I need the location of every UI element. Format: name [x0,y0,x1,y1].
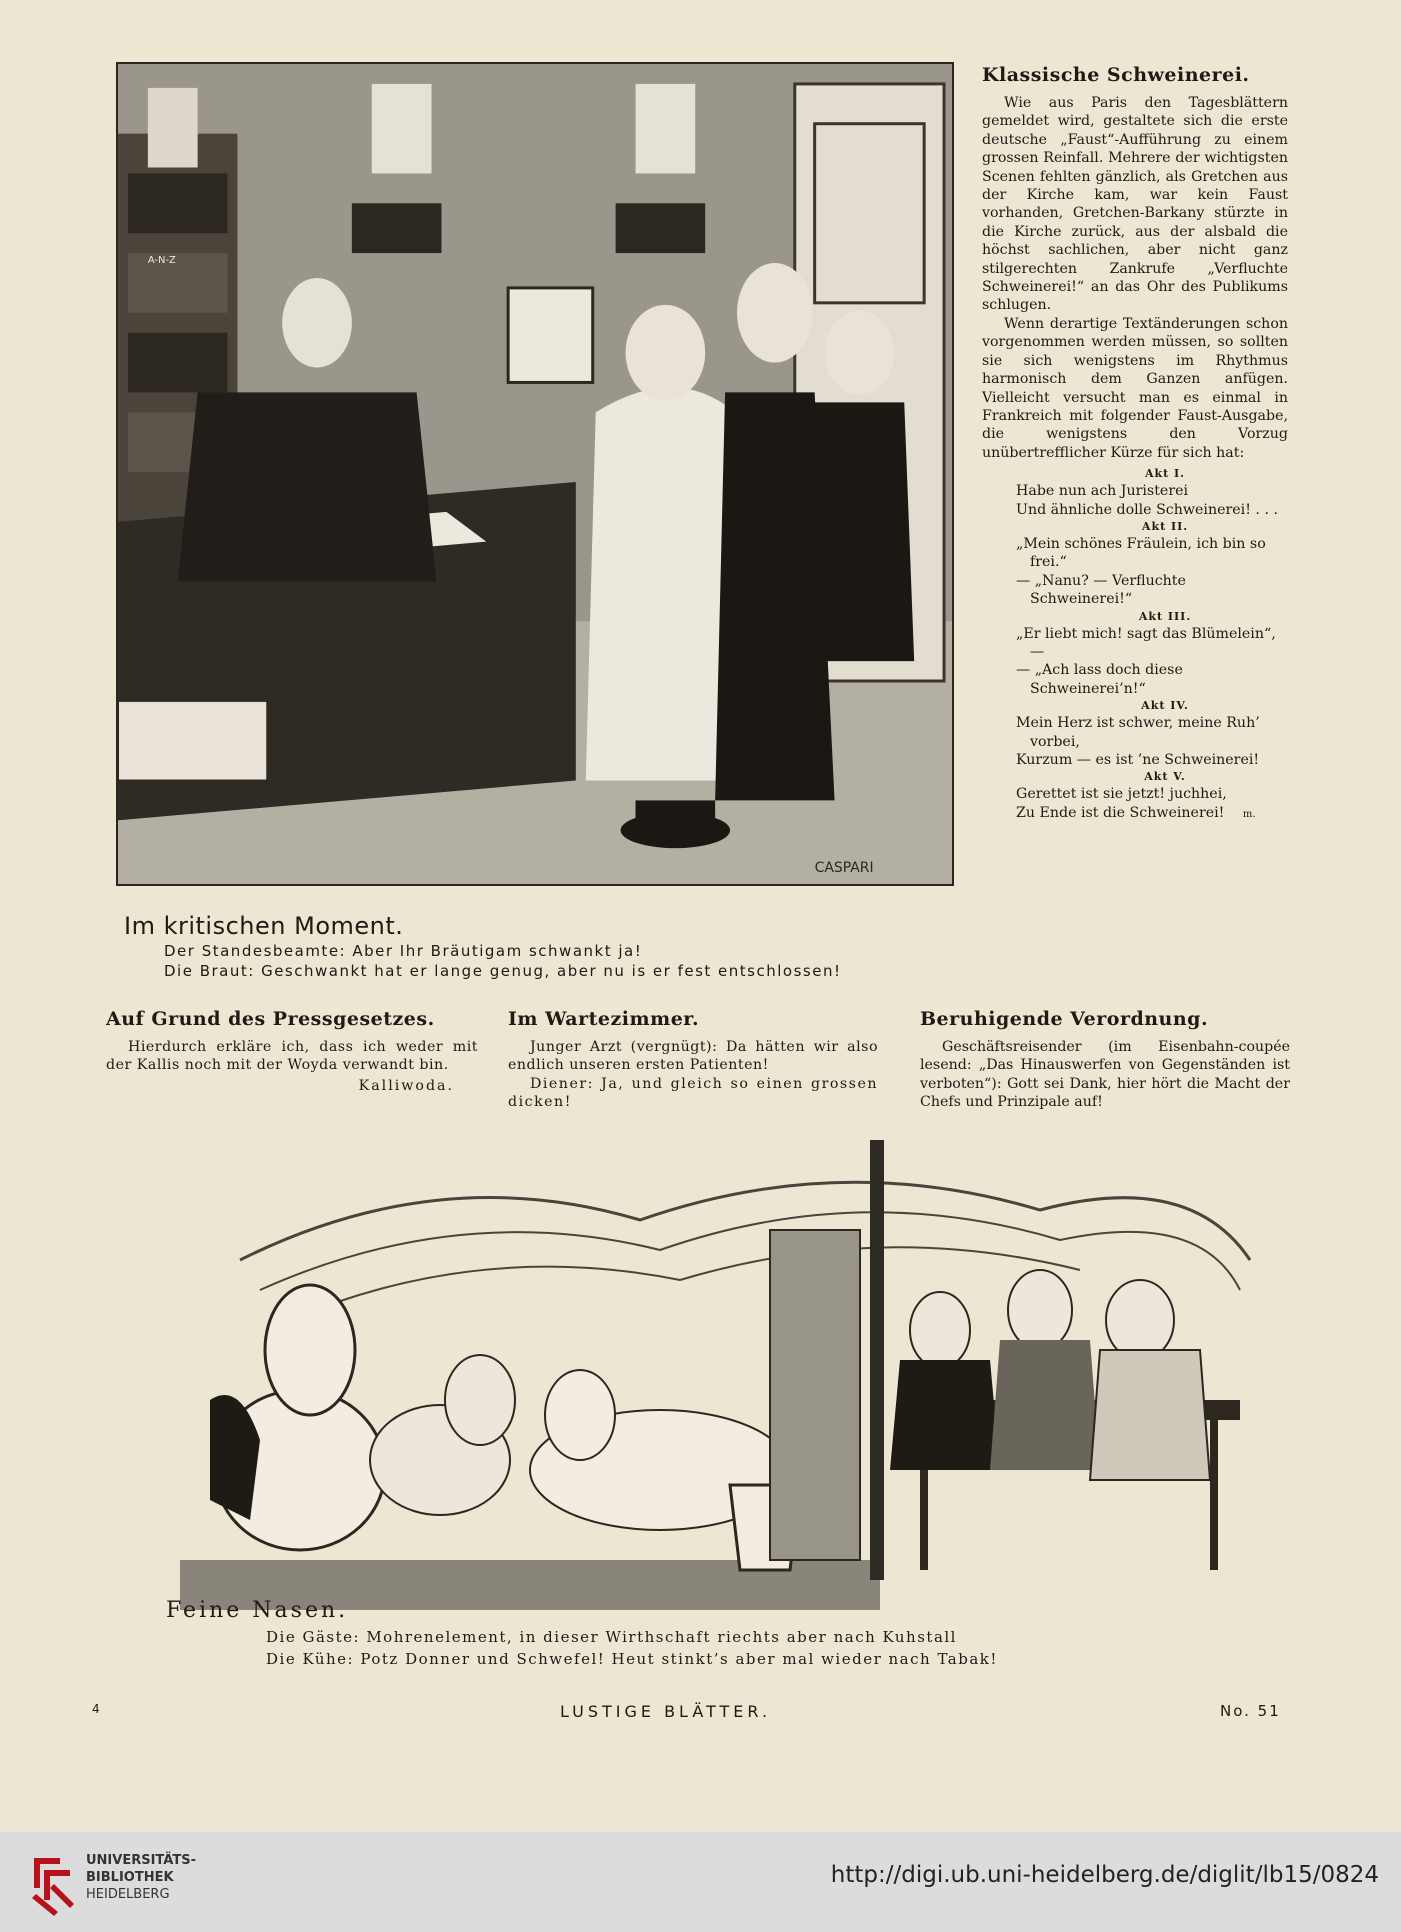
caption-line: Der Standesbeamte: Aber Ihr Bräutigam schwankt ja! [164,942,643,960]
article-klassische-schweinerei [982,64,1288,824]
library-logo-icon [30,1848,78,1916]
caption-line: Die Gäste: Mohrenelement, in dieser Wirthschaft riechts aber nach Kuhstall [266,1628,957,1646]
permalink-url[interactable]: http://digi.ub.uni-heidelberg.de/diglit/lb15/0824 [830,1862,1379,1888]
verse-line: Habe nun ach Juristerei [1016,483,1189,500]
library-name-line: UNIVERSITÄTS- [86,1853,196,1868]
article-paragraph: Junger Arzt (vergnügt): Da hätten wir also endlich unseren ersten Patienten! [508,1039,878,1074]
library-name-line: HEIDELBERG [86,1887,170,1902]
verse-line [996,804,1288,824]
verse-line: Gerettet ist sie jetzt! juchhei, [1016,786,1227,803]
library-name [86,1852,196,1903]
act-label: Akt II. [1141,519,1189,533]
illustration-drawing [140,1140,1260,1610]
article-signature: Kalliwoda. [358,1077,454,1094]
verse-line: — „Nanu? — Verfluchte Schweinerei!“ [1016,572,1186,608]
verse-line: Und ähnliche dolle Schweinerei! . . . [1016,501,1278,518]
page-number: 4 [92,1702,104,1716]
article-title: Im Wartezimmer. [508,1008,700,1030]
article-verordnung [920,1008,1290,1112]
article-pressgesetz [106,1008,478,1095]
article-title: Beruhigende Verordnung. [920,1008,1209,1030]
act-label: Akt IV. [1141,699,1189,713]
act-label: Akt I. [1144,467,1186,481]
article-title: Auf Grund des Pressgesetzes. [106,1008,435,1030]
verse-line: „Mein schönes Fräulein, ich bin so frei.“ [1016,535,1266,571]
verse-line: — „Ach lass doch diese Schweinerei’n!“ [1016,662,1183,697]
verse-line: Mein Herz ist schwer, meine Ruh’ vorbei, [1016,715,1260,750]
wedding-office-illustration [116,62,954,886]
publication-name: LUSTIGE BLÄTTER. [560,1702,772,1721]
issue-number: No. 51 [1220,1702,1281,1720]
cabinet-label: A-N-Z [147,255,176,267]
illustration-drawing [118,64,952,884]
caption-line: Die Kühe: Potz Donner und Schwefel! Heut stinkt’s aber mal wieder nach Tabak! [266,1650,998,1668]
verse-line-text: Zu Ende ist die Schweinerei! [1016,804,1225,821]
verse-line: Kurzum — es ist ’ne Schweinerei! [1016,752,1260,768]
faust-verses [982,466,1288,824]
library-name-line: BIBLIOTHEK [86,1870,174,1885]
article-paragraph: Wenn derartige Textänderungen schon vorgenommen werden müssen, so sollten sie sich wenigstens im Rhythmus harmonisch dem Ganzen anfügen. Vielleicht versucht man es einmal in Frankreich mit folgender Faust-Ausgabe, die wenigstens den Vorzug unübertrefflicher Kürze für sich hat: [982,315,1288,461]
act-label: Akt V. [1144,770,1186,784]
article-wartezimmer [508,1008,878,1112]
caption-title: Im kritischen Moment. [124,912,404,940]
caption-title: Feine Nasen. [166,1598,349,1623]
act-label: Akt III. [1138,609,1192,623]
article-title: Klassische Schweinerei. [982,64,1250,86]
article-paragraph: Diener: Ja, und gleich so einen grossen dicken! [508,1075,878,1111]
illustration-signature: CASPARI [814,860,874,877]
article-paragraph: Geschäftsreisender (im Eisenbahn-coupée lesend: „Das Hinauswerfen von Gegenständen ist verboten“): Gott sei Dank, hier hört die Macht der Chefs und Prinzipale auf! [920,1039,1290,1111]
caption-line: Die Braut: Geschwankt hat er lange genug, aber nu is er fest entschlossen! [164,962,842,980]
cowshed-tavern-illustration [140,1140,1260,1610]
verse-line: „Er liebt mich! sagt das Blümelein“, — [1016,625,1276,660]
article-signature: m. [1242,808,1256,820]
article-paragraph: Wie aus Paris den Tagesblättern gemeldet wird, gestaltete sich die erste deutsche „Faust“-Aufführung zu einem grossen Reinfall. Mehrere der wichtigsten Scenen fehlten gänzlich, als Gretchen aus der Kirche kam, war kein Faust vorhanden, Gretchen-Barkany stürzte in die Kirche zurück, aus der alsbald die höchst sachlichen, aber nicht ganz stilgerechten Zankrufe „Verfluchte Schweinerei!“ an das Ohr des Publikums schlugen. [982,95,1288,314]
article-paragraph: Hierdurch erkläre ich, dass ich weder mit der Kallis noch mit der Woyda verwandt bin. [106,1039,478,1074]
